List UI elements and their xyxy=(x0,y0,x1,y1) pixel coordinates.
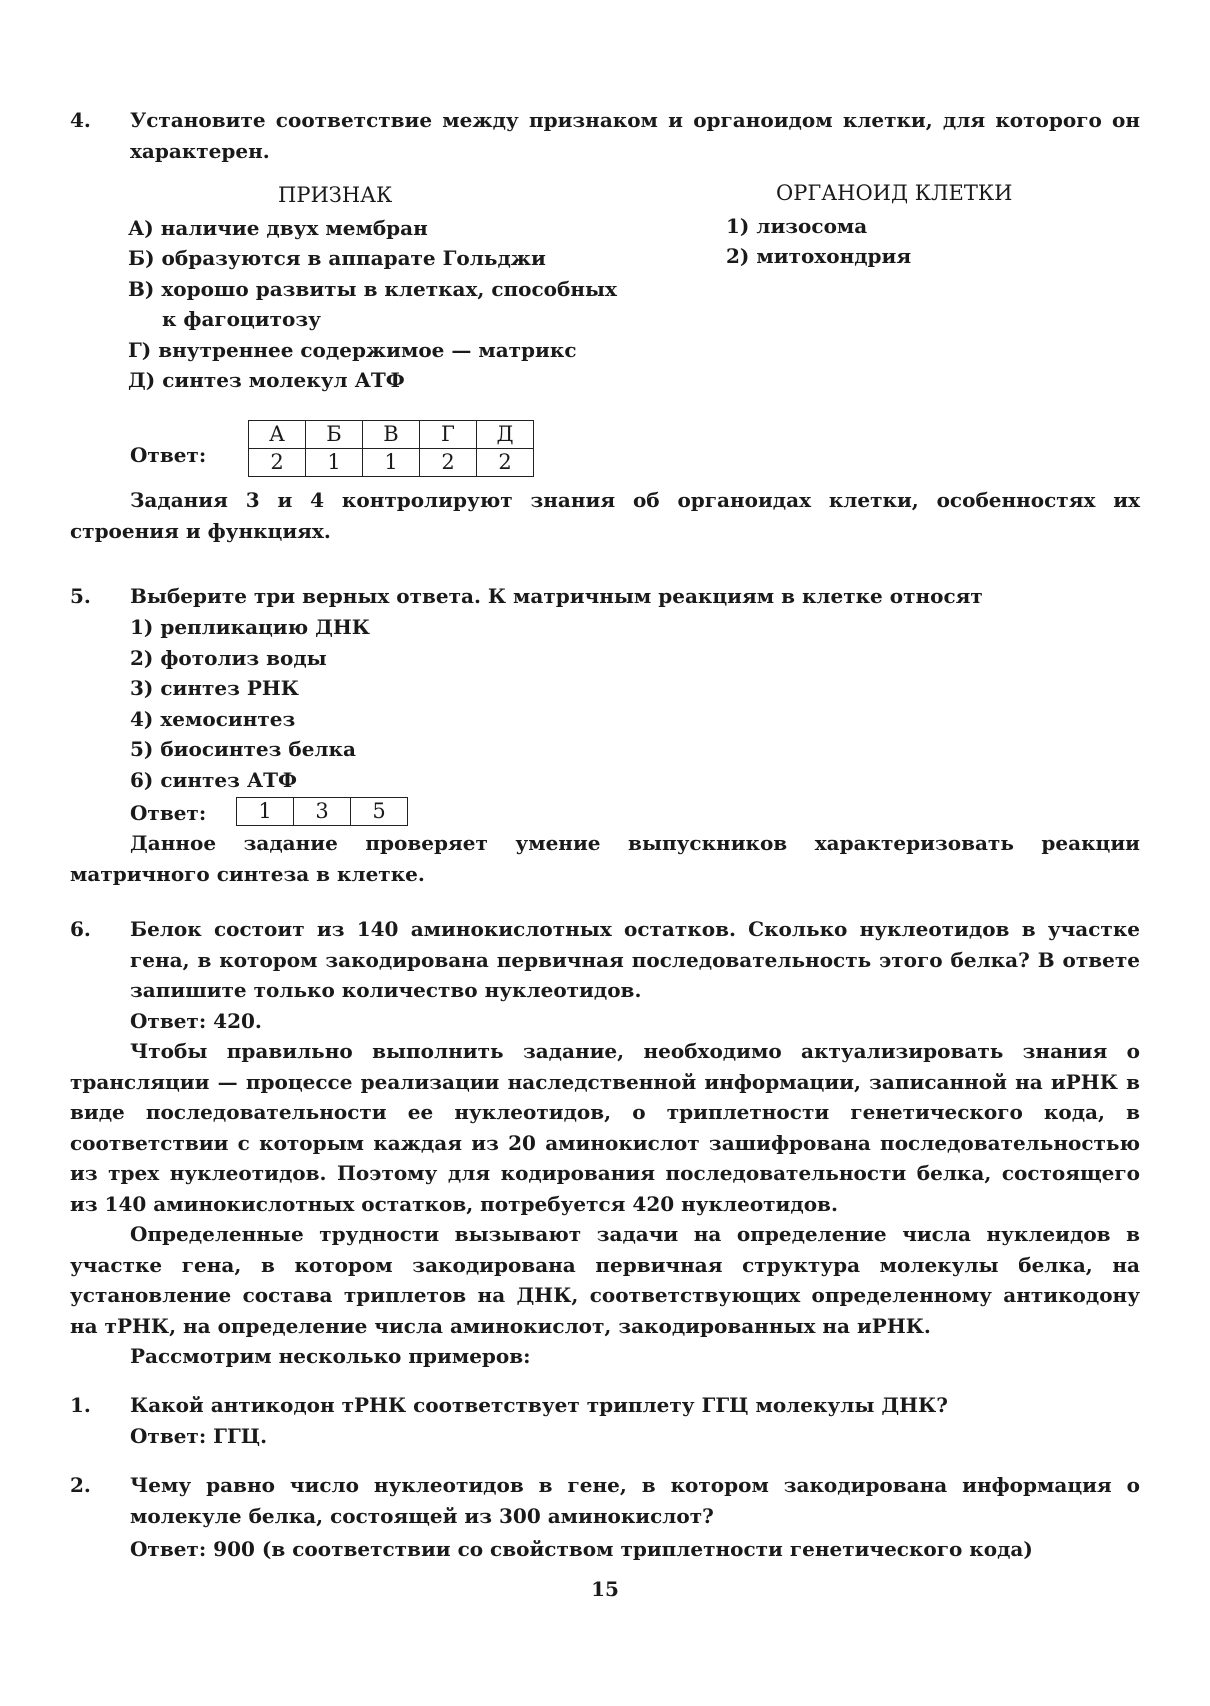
option-item: 5) биосинтез белка xyxy=(130,737,356,761)
feature-item: Г) внутреннее содержимое — матрикс xyxy=(128,337,577,362)
features-header: ПРИЗНАК xyxy=(278,183,393,207)
answer-table-q5 xyxy=(236,797,408,826)
explanation-paragraph: Чтобы правильно выполнить задание, необходимо актуализировать знания о трансляции — процессе реализации наследственной информации, записанной на иРНК в виде последовательности ее нуклеотидов, о триплетности генетического кода, в соответствии с которым каждая из 20 аминокислот зашифрована последовательностью из трех нуклеотидов. Поэтому для кодирования последовательности белка, состоящего из 140 аминокислотных остатков, потребуется 420 нуклеотидов. xyxy=(70,1039,1140,1216)
organelles-column xyxy=(726,178,1126,272)
answer-value-cell: 3 xyxy=(294,798,351,826)
answer-value-cell: 2 xyxy=(249,449,306,477)
organelle-item: 1) лизосома xyxy=(726,213,868,238)
example-number: 2. xyxy=(70,1473,91,1497)
comment-q4: Задания 3 и 4 контролируют знания об органоидах клетки, особенностях их строения и функциях. xyxy=(70,488,1140,543)
organelles-header: ОРГАНОИД КЛЕТКИ xyxy=(776,181,1013,205)
feature-item: В) хорошо развиты в клетках, способных к фагоцитозу xyxy=(128,276,617,331)
feature-item: Д) синтез молекул АТФ xyxy=(128,368,405,392)
explanation-paragraph: Определенные трудности вызывают задачи на определение числа нуклеидов в участке гена, в котором закодирована первичная структура молекулы белка, на установление состава триплетов на ДНК, соответствующих определенному антикодону на тРНК, на определение числа аминокислот, закодированных на иРНК. xyxy=(70,1222,1140,1338)
question-text: Установите соответствие между признаком и органоидом клетки, для которого он характерен. xyxy=(130,108,1140,163)
example-text: Чему равно число нуклеотидов в гене, в котором закодирована информация о молекуле белка, состоящей из 300 аминокислот? xyxy=(130,1473,1140,1528)
organelle-item: 2) митохондрия xyxy=(726,244,912,268)
option-item: 6) синтез АТФ xyxy=(130,767,297,792)
features-column xyxy=(128,180,628,396)
answer-value-cell: 5 xyxy=(351,798,408,826)
explanation-paragraph: Рассмотрим несколько примеров: xyxy=(130,1344,531,1368)
question-5 xyxy=(70,581,1140,612)
answer-label: Ответ: xyxy=(130,801,207,825)
question-number: 5. xyxy=(70,584,91,608)
option-item: 2) фотолиз воды xyxy=(130,645,327,670)
comment-q5: Данное задание проверяет умение выпускников характеризовать реакции матричного синтеза в клетке. xyxy=(70,831,1140,886)
answer-value-cell: 2 xyxy=(477,449,534,477)
question-text: Выберите три верных ответа. К матричным реакциям в клетке относят xyxy=(130,584,983,608)
answer-header-cell: Б xyxy=(306,421,363,449)
answer-header-cell: Д xyxy=(477,421,534,449)
option-item: 3) синтез РНК xyxy=(130,676,299,700)
question-number: 6. xyxy=(70,917,91,941)
answer-label: Ответ: xyxy=(130,443,207,467)
question-4 xyxy=(70,105,1140,166)
answer-header-cell: А xyxy=(249,421,306,449)
question-text: Белок состоит из 140 аминокислотных остатков. Сколько нуклеотидов в участке гена, в котором закодирована первичная последовательность этого белка? В ответе запишите только количество нуклеотидов. xyxy=(130,917,1140,1002)
feature-item: Б) образуются в аппарате Гольджи xyxy=(128,246,546,270)
page-number: 15 xyxy=(591,1577,619,1601)
example-number: 1. xyxy=(70,1393,91,1417)
question-number: 4. xyxy=(70,108,91,132)
option-item: 4) хемосинтез xyxy=(130,706,296,731)
example-2 xyxy=(70,1470,1140,1565)
options-list xyxy=(130,612,370,795)
answer-text: Ответ: 420. xyxy=(130,1008,262,1033)
answer-text: Ответ: ГГЦ. xyxy=(130,1423,268,1448)
feature-item: А) наличие двух мембран xyxy=(128,215,428,240)
example-text: Какой антикодон тРНК соответствует триплету ГГЦ молекулы ДНК? xyxy=(130,1393,948,1417)
option-item: 1) репликацию ДНК xyxy=(130,615,370,639)
answer-value-cell: 1 xyxy=(237,798,294,826)
answer-value-cell: 1 xyxy=(363,449,420,477)
answer-value-cell: 1 xyxy=(306,449,363,477)
answer-text: Ответ: 900 (в соответствии со свойством триплетности генетического кода) xyxy=(130,1537,1033,1561)
answer-value-cell: 2 xyxy=(420,449,477,477)
question-6 xyxy=(70,914,1140,1036)
answer-table-q4 xyxy=(248,420,534,477)
example-1 xyxy=(70,1390,1140,1451)
answer-header-cell: В xyxy=(363,421,420,449)
answer-header-cell: Г xyxy=(420,421,477,449)
